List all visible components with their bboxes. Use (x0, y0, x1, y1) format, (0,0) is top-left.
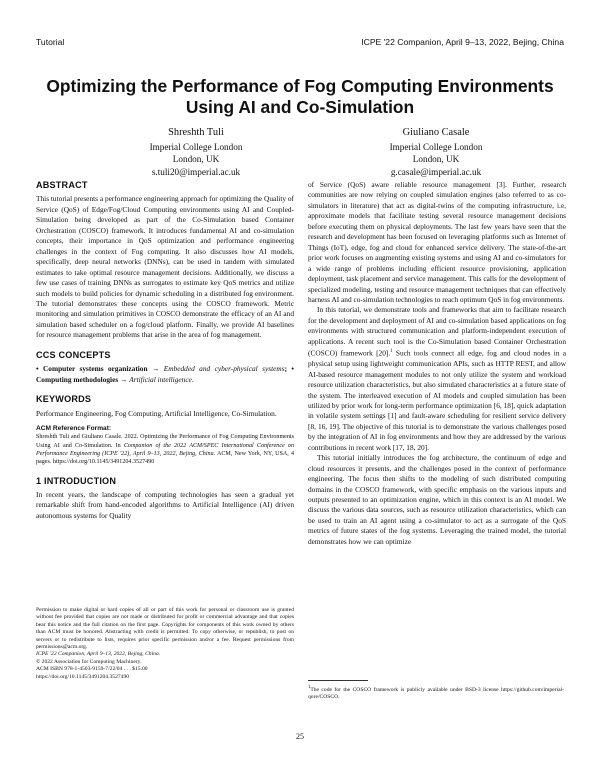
permission-block (36, 607, 294, 681)
author-location: London, UK (412, 154, 460, 165)
keywords-text: Performance Engineering, Fog Computing, Artificial Intelligence, Co-Simulation. (36, 408, 277, 418)
author-block-2 (326, 127, 546, 178)
permission-text: Permission to make digital or hard copies of all or part of this work for personal or classroom use is granted without fee provided that copies are not made or distributed for profit or commercial advantage and that copies bear this notice and the full citation on the first page. Copyrights for components of this work owned by others than ACM must be honored. Abstracting with credit is permitted. To copy otherwise, or republish, to post on servers or to redistribute to lists, requires prior specific permission and/or a fee. Request permissions from permissions@acm.org. (36, 607, 294, 651)
keywords-heading: KEYWORDS (36, 394, 92, 405)
ccs-heading: CCS CONCEPTS (36, 349, 111, 360)
acm-reference-text: Shreshth Tuli and Giuliano Casale. 2022. Optimizing the Performance of Fog Computing Environments Using AI and Co-Simulation. In (36, 434, 294, 449)
author-email: s.tuli20@imperial.ac.uk (151, 166, 241, 177)
doi-link[interactable]: https://doi.org/10.1145/3491204.3527490 (36, 673, 130, 680)
footnote-text: $^1$The code for the COSCO framework is publicly available under BSD-3 license https://github.com/imperial-qore/COSCO. (308, 685, 564, 701)
ccs-subitem-1: Embedded and cyber-physical systems (163, 364, 285, 374)
ccs-end: . (191, 374, 194, 384)
ccs-item-2: ; • Computing methodologies (36, 364, 294, 384)
abstract-heading: ABSTRACT (36, 180, 88, 190)
paper-title: Optimizing the Performance of Fog Computing Environments Using AI and Co-Simulation (46, 76, 554, 117)
ccs-arrow: → (147, 364, 164, 374)
intro-paragraph-1: In recent years, the landscape of computing technologies has seen a gradual yet remarkable shift from hand-encoded algorithms to Artificial Intelligence (AI) driven autonomous systems for Quality (36, 490, 294, 520)
ccs-subitem-2: Artificial intelligence (129, 374, 192, 384)
footnote-rule (308, 680, 368, 681)
left-column (36, 180, 294, 521)
ccs-concepts (36, 364, 294, 385)
footnote-block (308, 680, 564, 702)
footnote-marker: 1 (390, 349, 393, 355)
author-block-1 (86, 127, 306, 178)
introduction-heading: 1 INTRODUCTION (36, 475, 117, 486)
intro-paragraph-3: This tutorial initially introduces the fog architecture, the continuum of edge and cloud resources it presents, and the challenges posed in the context of performance engineering. The focus then shifts to the modeling of such distributed computing domains in the COSCO framework, with specific emphasis on the various inputs and outputs presented to an optimization engine, which in this context is an AI model. We discuss the various data sources, such as resource utilization characteristics, which can be used to train an AI agent using a co-simulator to act as a surrogate of the QoS metrics of future states of the fog systems. Leveraging the trained model, the tutorial demonstrates how we can optimize (308, 453, 566, 546)
author-name: Shreshth Tuli (168, 127, 224, 138)
footnote-number: 1 (308, 685, 311, 690)
copyright-text: © 2022 Association for Computing Machinery. (36, 658, 142, 665)
right-column (308, 180, 566, 547)
acm-reference-venue: Companion of the 2022 ACM/SPEC International Conference on Performance Engineering (ICPE '22), April 9–13, 2022, Bejing, China. (36, 442, 295, 457)
running-header-right: ICPE '22 Companion, April 9–13, 2022, Bejing, China (361, 37, 564, 47)
author-affiliation: Imperial College London (149, 141, 243, 152)
conference-info: ICPE '22 Companion, April 9–13, 2022, Bejing, China. (36, 651, 161, 658)
intro-paragraph-2: In this tutorial, we demonstrate tools and frameworks that aim to facilitate research for the development and deployment of AI and co-simulation based applications on fog environments with structured communication and platform-independent execution of applications. A recent such tool is the Co-Simulation based Container Orchestration (COSCO) framework [20].$^1$ Such tools connect all edge, fog and cloud nodes in a physical setup using lightweight communication APIs, such as HTTP REST, and allow AI-based resource management modules to not only utilize the system and workload resource utilization characteristics, but also simulated characteristics at a future state of the system. The interleaved execution of AI models and coupled simulation has been utilized by prior work for long-term performance optimization [6, 18], quick adaptation in volatile system settings [1] and fault-aware scheduling for resilient service delivery [8, 16, 19]. The objective of this tutorial is to demonstrate the various challenges posed by the integration of AI in fog environments and how they are addressed by the various contributions in recent work [17, 18, 20]. (308, 305, 566, 452)
acm-reference (36, 425, 294, 466)
author-location: London, UK (172, 154, 220, 165)
acm-reference-doi: ACM, New York, NY, USA, 4 pages. https://doi.org/10.1145/3491204.3527490 (36, 450, 295, 466)
running-header-left: Tutorial (36, 37, 65, 47)
page-number: 25 (296, 732, 304, 741)
abstract-text: This tutorial presents a performance engineering approach for optimizing the Quality of Service (QoS) of Edge/Fog/Cloud Computing environments using AI and Coupled-Simulation being developed as part of the Co-Simulation based Container Orchestration (COSCO) framework. It introduces fundamental AI and co-simulation concepts, their importance in QoS optimization and performance engineering challenges in the context of Fog computing. It also discusses how AI models, specifically, deep neural networks (DNNs), can be used in tandem with simulated estimates to take optimal resource management decisions. Additionally, we discuss a few use cases of training DNNs as surrogates to estimate key QoS metrics and utilize such models to build policies for dynamic scheduling in a distributed fog environment. The tutorial demonstrates these concepts using the COSCO framework. Metric monitoring and simulation primitives in COSCO demonstrate the efficacy of an AI and simulation based scheduler on a fog/cloud platform. Finally, we provide AI baselines for resource management problems that arise in the area of fog management. (36, 194, 294, 340)
ccs-item-1: • Computer systems organization (36, 364, 148, 374)
author-name: Giuliano Casale (402, 127, 470, 138)
author-email: g.casale@imperial.ac.uk (390, 166, 482, 177)
author-affiliation: Imperial College London (389, 141, 483, 152)
acm-reference-label: ACM Reference Format: (36, 425, 112, 433)
isbn-text: ACM ISBN 978-1-4503-9159-7/22/04 . . . $15.00 (36, 666, 148, 673)
intro-paragraph-1-continued: of Service (QoS) aware reliable resource management [3]. Further, research communities are now relying on coupled simulation engines (also referred to as co-simulators in literature) that act as digital-twins of the computing infrastructure, i.e, approximate models that facilitate testing several resource management decisions before executing them on physical deployments. The last few years have seen that the research and development has been focused on leveraging platforms such as Internet of Things (IoT), edge, fog and cloud for enhanced service delivery. The state-of-the-art prior work focuses on augmenting existing systems and using AI and co-simulators for a wide range of problems including efficient resource provisioning, application deployment, task placement and service management. This calls for the development of specialized modeling, testing and resource management techniques that can effectively harness AI and co-simulation technologies to reach optimum QoS in fog environments. (308, 180, 566, 304)
ccs-arrow: → (118, 374, 130, 384)
